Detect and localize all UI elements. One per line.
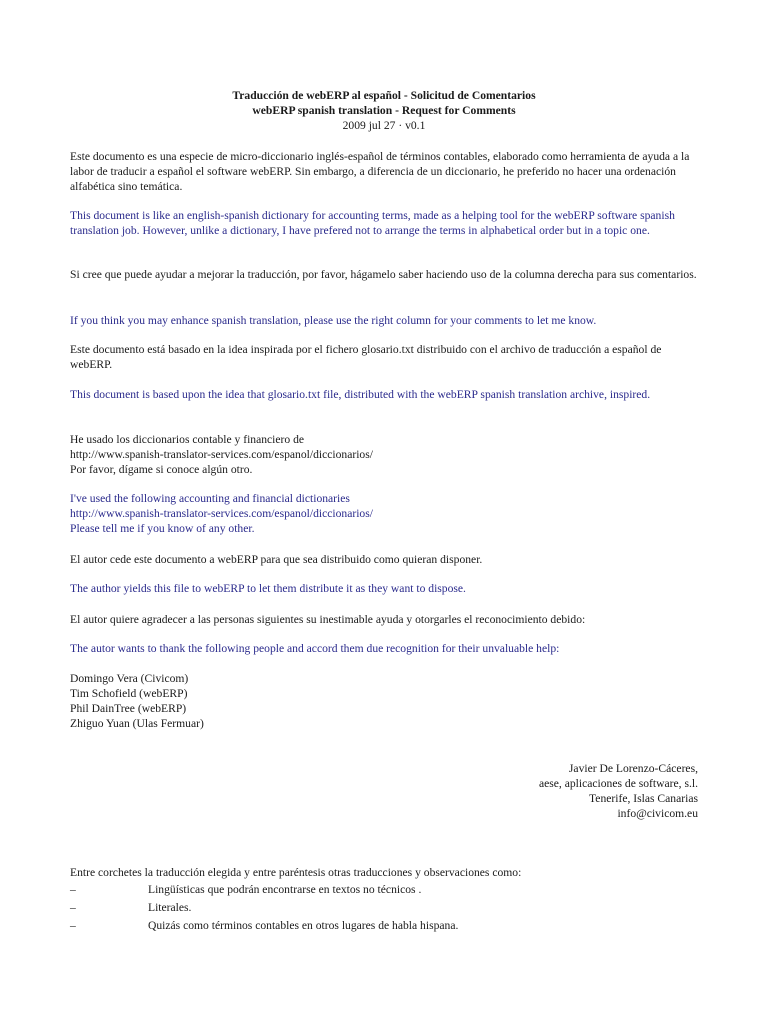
intro-paragraph-en: This document is like an english-spanish dictionary for accounting terms, made as a helping tool for the webERP software spanish translation job. However, unlike a dictionary, I have prefered not to arrange the terms in alphabetical order but in a topic one. [70, 209, 675, 237]
signature-location: Tenerife, Islas Canarias [589, 792, 698, 805]
title-spanish: Traducción de webERP al español - Solicitud de Comentarios [232, 89, 536, 102]
dictionaries-url[interactable]: http://www.spanish-translator-services.com/espanol/diccionarios/ [70, 507, 373, 520]
bullet-text: Literales. [148, 901, 192, 914]
help-paragraph-en: If you think you may enhance spanish translation, please use the right column for your comments to let me know. [70, 314, 597, 327]
signature-name: Javier De Lorenzo-Cáceres, [568, 762, 698, 775]
list-item: Tim Schofield (webERP) [70, 687, 188, 700]
list-item: Zhiguo Yuan (Ulas Fermuar) [70, 717, 204, 730]
dictionaries-line: Please tell me if you know of any other. [70, 522, 255, 535]
date-version: 2009 jul 27 · v0.1 [342, 119, 426, 132]
bullet-dash: – [70, 883, 76, 896]
list-item [70, 882, 700, 900]
based-paragraph-es: Este documento está basado en la idea inspirada por el fichero glosario.txt distribuido con el archivo de traducción a español de webERP. [70, 343, 662, 371]
author-paragraph-en: The author yields this file to webERP to let them distribute it as they want to dispose. [70, 582, 466, 595]
bullet-text: Quizás como términos contables en otros lugares de habla hispana. [148, 919, 459, 932]
document-header [0, 88, 768, 133]
title-english: webERP spanish translation - Request for Comments [252, 104, 516, 117]
signature-block [400, 761, 698, 821]
signature-email[interactable]: info@civicom.eu [617, 807, 698, 820]
help-paragraph-es: Si cree que puede ayudar a mejorar la traducción, por favor, hágamelo saber haciendo uso de la columna derecha para sus comentarios. [70, 268, 697, 281]
dictionaries-block-en [70, 491, 700, 536]
bullet-text: Lingüísticas que podrán encontrarse en textos no técnicos . [148, 883, 422, 896]
dictionaries-url[interactable]: http://www.spanish-translator-services.com/espanol/diccionarios/ [70, 448, 373, 461]
people-list [70, 671, 700, 731]
dictionaries-block-es [70, 432, 700, 477]
thanks-paragraph-en: The autor wants to thank the following people and accord them due recognition for their unvaluable help: [70, 642, 560, 655]
legend-intro: Entre corchetes la traducción elegida y entre paréntesis otras traducciones y observaciones como: [70, 866, 522, 879]
thanks-paragraph-es: El autor quiere agradecer a las personas siguientes su inestimable ayuda y otorgarles el reconocimiento debido: [70, 613, 586, 626]
intro-paragraph-es: Este documento es una especie de micro-diccionario inglés-español de términos contables, elaborado como herramienta de ayuda a la labor de traducir a español el software webERP. Sin embargo, a diferencia de un diccionario, he preferido no hacer una ordenación alfabética sino temática. [70, 150, 690, 193]
bullet-dash: – [70, 901, 76, 914]
list-item [70, 918, 700, 936]
bullet-dash: – [70, 919, 76, 932]
dictionaries-line: He usado los diccionarios contable y financiero de [70, 433, 305, 446]
list-item [70, 900, 700, 918]
legend-list [70, 882, 700, 936]
based-paragraph-en: This document is based upon the idea that glosario.txt file, distributed with the webERP spanish translation archive, inspired. [70, 388, 651, 401]
dictionaries-line: Por favor, dígame si conoce algún otro. [70, 463, 253, 476]
list-item: Phil DainTree (webERP) [70, 702, 187, 715]
author-paragraph-es: El autor cede este documento a webERP para que sea distribuido como quieran disponer. [70, 553, 483, 566]
signature-company: aese, aplicaciones de software, s.l. [538, 777, 698, 790]
dictionaries-line: I've used the following accounting and financial dictionaries [70, 492, 350, 505]
list-item: Domingo Vera (Civicom) [70, 672, 189, 685]
